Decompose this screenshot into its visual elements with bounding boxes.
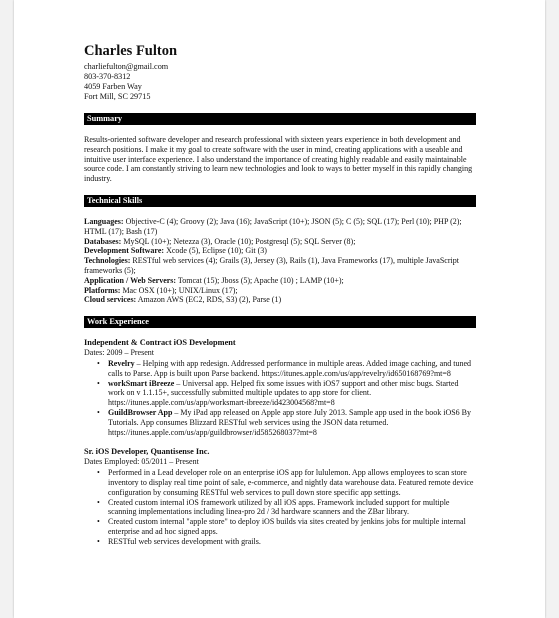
skill-row-platforms: Platforms: Mac OSX (10+); UNIX/Linux (17); [84,285,238,295]
job-entry-quantisense [84,447,476,546]
skills-list [84,217,476,305]
job-entry-independent [84,338,476,437]
skill-row-technologies: Technologies: RESTful web services (4); Grails (3), Jersey (3), Rails (1), Java Frameworks (17), multiple JavaScript frameworks (5); [84,256,459,275]
job-bullet: • Performed in a Lead developer role on an enterprise iOS app for lululemon. App allows employees to scan store inventory to display real time point of sale, e-commerce, and nightly data warehouse data. Featured remote device configuration by consuming RESTful web services to pull down store specific app settings. [108,468,476,497]
skill-row-languages: Languages: Objective-C (4); Groovy (2); Java (16); JavaScript (10+); JSON (5); C (5); SQL (17); Perl (10); PHP (2); HTML (17); Bash (17) [84,216,462,236]
job-bullets [84,468,476,546]
job-bullet: • Created custom internal iOS framework utilized by all iOS apps. Framework included support for multiple scanning implementations including linea-pro 2d / 3d hardware scanners and the ZBar library. [108,498,476,518]
skill-row-cloud-services: Cloud services: Amazon AWS (EC2, RDS, S3) (2), Parse (1) [84,295,282,305]
skill-row-servers: Application / Web Servers: Tomcat (15); Jboss (5); Apache (10) ; LAMP (10+); [84,275,344,285]
job-bullet: • RESTful web services development with grails. [108,537,476,547]
section-header-work-experience: Work Experience [84,316,476,328]
job-dates: Dates: 2009 – Present [84,348,154,358]
section-header-summary: Summary [84,113,476,125]
resume-page [14,0,545,618]
candidate-name: Charles Fulton [84,43,178,59]
contact-address-line1: 4059 Farben Way [84,82,142,91]
job-title: Independent & Contract iOS Development [84,338,236,348]
job-bullet: • Created custom internal "apple store" to deploy iOS builds via sites created by jenkins jobs for multiple internal enterprise and ad hoc signed apps. [108,517,476,537]
contact-block [84,62,476,102]
section-header-technical-skills: Technical Skills [84,195,476,207]
job-bullet: • workSmart iBreeze – Universal app. Helped fix some issues with iOS7 support and other misc bugs. Started work on v 1.1.15+, successfully submitted multiple updates to app store for client. https://itunes.apple.com/us/app/worksmart-ibreeze/id423004568?mt=8 [108,379,476,408]
job-bullets [84,359,476,437]
job-bullet: • GuildBrowser App – My iPad app released on Apple app store July 2013. Sample app used in the book iOS6 By Tutorials. App consumes Blizzard RESTful web services using the JSON data returned. https://itunes.apple.com/us/app/guildbrowser/id585268037?mt=8 [108,408,476,437]
job-bullet: • Revelry – Helping with app redesign. Addressed performance in multiple areas. Added image caching, and tuned calls to Parse. App is built upon Parse backend. https://itunes.apple.com/us/app/revelry/id650168769?mt=8 [108,359,476,379]
summary-text: Results-oriented software developer and research professional with sixteen years experience in both development and research positions. I make it my goal to create software with the user in mind, creating applications with a useable and intuitive user interface experience. I also understand the importance of creating highly readable and easily maintainable source code. I am constantly striving to learn new technologies and look to ways to better myself in this rapidly changing industry. [84,135,473,184]
contact-email[interactable]: charliefulton@gmail.com [84,62,169,71]
job-title: Sr. iOS Developer, Quantisense Inc. [84,447,210,457]
job-dates: Dates Employed: 05/2011 – Present [84,457,199,467]
skill-row-databases: Databases: MySQL (10+); Netezza (3), Oracle (10); Postgresql (5); SQL Server (8); [84,236,356,246]
contact-address-line2: Fort Mill, SC 29715 [84,92,151,101]
contact-phone: 803-370-8312 [84,72,131,81]
resume-content [84,43,476,547]
skill-row-development-software: Development Software: Xcode (5), Eclipse (10); Git (3) [84,246,267,256]
